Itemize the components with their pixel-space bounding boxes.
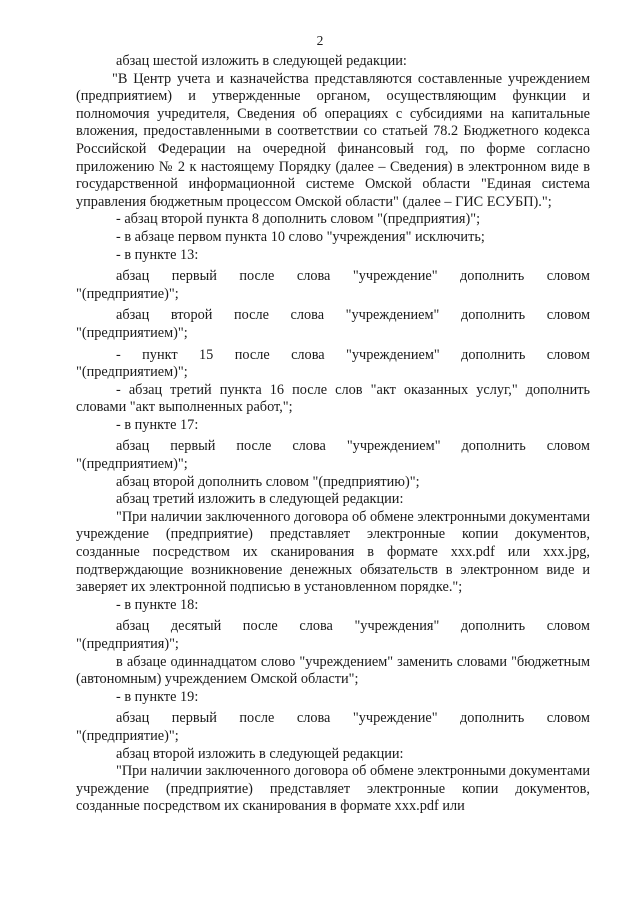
- item-point-16: - абзац третий пункта 16 после слов "акт оказанных услуг," дополнить словами "акт выполненных работ,";: [76, 381, 590, 416]
- item-point-19: - в пункте 19:: [116, 688, 199, 705]
- item-17-para-3: абзац третий изложить в следующей редакции:: [116, 491, 404, 508]
- page-number: 2: [316, 33, 324, 48]
- item-17-para-2: абзац второй дополнить словом "(предприятию)";: [116, 473, 420, 490]
- item-18-para-10-cont: "(предприятия)";: [76, 636, 179, 652]
- item-18-para-11: в абзаце одиннадцатом слово "учреждением" заменить словами "бюджетным (автономным) учреждением Омской области";: [76, 653, 590, 688]
- item-19-para-1-cont: "(предприятие)";: [76, 727, 179, 744]
- quoted-paragraph-contract-1: "При наличии заключенного договора об обмене электронными документами учреждение (предприятие) представляет электронные копии документов, созданные посредством их сканирования в формате xxx.pdf или xxx.jpg, подтверждающие возникновение денежных обязательств в электронном виде и заверяет их электронной подписью в установленном порядке.";: [76, 508, 590, 596]
- item-18-para-10: абзац десятый после слова "учреждения" дополнить словом: [116, 618, 590, 635]
- item-19-para-1: абзац первый после слова "учреждение" дополнить словом: [116, 710, 590, 727]
- item-19-para-2: абзац второй изложить в следующей редакции:: [116, 745, 404, 762]
- quoted-paragraph-contract-2: "При наличии заключенного договора об обмене электронными документами учреждение (предприятие) представляет электронные копии документов, созданные посредством их сканирования в формате xxx.pdf или: [76, 763, 590, 815]
- item-point-15-cont: "(предприятием)";: [76, 364, 188, 381]
- paragraph-intro-6: абзац шестой изложить в следующей редакции:: [116, 53, 407, 69]
- item-point-17: - в пункте 17:: [116, 416, 199, 433]
- quoted-paragraph-svedeniya: "В Центр учета и казначейства представляются составленные учреждением (предприятием) и утвержденные органом, осуществляющим функции и полномочия учредителя, Сведения об операциях с субсидиями на капитальные вложения, предоставленными в соответствии со статьей 78.2 Бюджетного кодекса Российской Федерации на очередной финансовый год, по форме согласно приложению № 2 к настоящему Порядку (далее – Сведения) в электронном виде в государственной информационной системе Омской области "Единая система управления бюджетным процессом Омской области" (далее – ГИС ЕСУБП).";: [76, 70, 590, 210]
- item-13-para-2-cont: "(предприятием)";: [76, 324, 188, 341]
- item-13-para-1: абзац первый после слова "учреждение" дополнить словом: [116, 268, 590, 285]
- item-point-10: - в абзаце первом пункта 10 слово "учреждения" исключить;: [116, 228, 485, 245]
- item-point-13: - в пункте 13:: [116, 246, 199, 263]
- item-17-para-1-cont: "(предприятием)";: [76, 456, 188, 473]
- item-13-para-1-cont: "(предприятие)";: [76, 285, 179, 302]
- item-point-8: - абзац второй пункта 8 дополнить словом "(предприятия)";: [116, 211, 481, 228]
- item-point-18: - в пункте 18:: [116, 596, 199, 613]
- item-13-para-2: абзац второй после слова "учреждением" дополнить словом: [116, 307, 590, 324]
- item-17-para-1: абзац первый после слова "учреждением" дополнить словом: [116, 438, 590, 455]
- document-body: [76, 53, 590, 816]
- item-point-15: - пункт 15 после слова "учреждением" дополнить словом: [116, 346, 590, 363]
